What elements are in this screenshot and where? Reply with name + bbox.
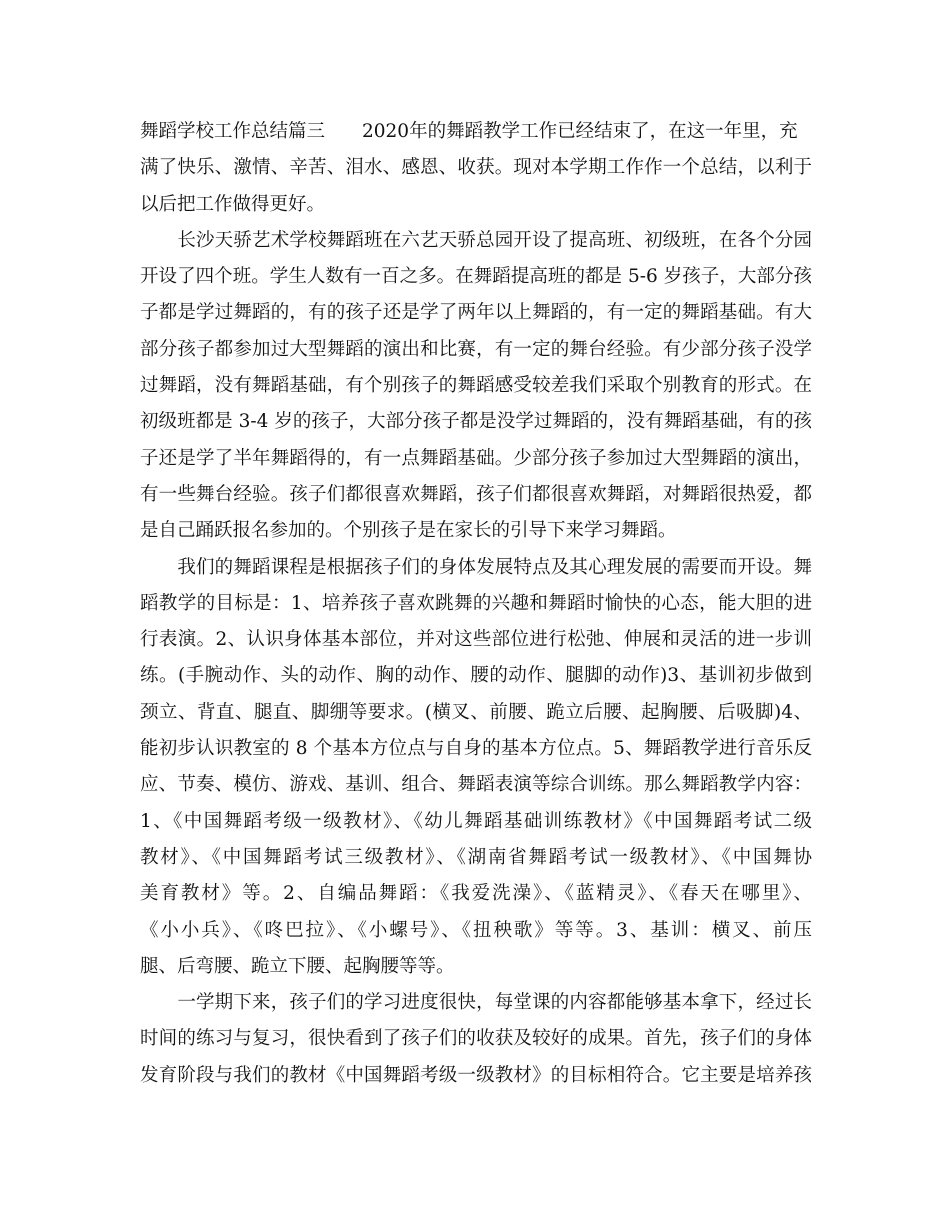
text-line: 是自己踊跃报名参加的。个别孩子是在家长的引导下来学习舞蹈。 xyxy=(140,520,677,542)
text-line: 教材》、《中国舞蹈考试三级教材》、《湖南省舞蹈考试一级教材》、《中国舞协 xyxy=(140,846,812,868)
text-line: 舞蹈学校工作总结篇三 2020年的舞蹈教学工作已经结束了，在这一年里，充 xyxy=(140,121,798,142)
text-line: 颈立、背直、腿直、脚绷等要求。(横叉、前腰、跪立后腰、起胸腰、后吸脚)4、 xyxy=(140,701,812,723)
text-line: 应、节奏、模仿、游戏、基训、组合、舞蹈表演等综合训练。那么舞蹈教学内容： xyxy=(140,774,812,796)
text-line: 开设了四个班。学生人数有一百之多。在舞蹈提高班的都是 5-6 岁孩子，大部分孩 xyxy=(140,266,812,288)
text-line: 有一些舞台经验。孩子们都很喜欢舞蹈，孩子们都很喜欢舞蹈，对舞蹈很热爱，都 xyxy=(140,483,812,505)
text-line: 以后把工作做得更好。 xyxy=(140,193,326,215)
text-line: 美育教材》等。2、自编品舞蹈：《我爱洗澡》、《蓝精灵》、《春天在哪里》、 xyxy=(140,883,812,905)
text-line: 《小小兵》、《咚巴拉》、《小螺号》、《扭秧歌》等等。3、基训：横叉、前压 xyxy=(140,919,812,941)
text-line: 长沙天骄艺术学校舞蹈班在六艺天骄总园开设了提高班、初级班，在各个分园 xyxy=(140,229,812,251)
text-line: 满了快乐、激情、辛苦、泪水、感恩、收获。现对本学期工作作一个总结，以利于 xyxy=(140,157,812,179)
text-line: 腿、后弯腰、跪立下腰、起胸腰等等。 xyxy=(140,955,455,977)
text-line: 子都是学过舞蹈的，有的孩子还是学了两年以上舞蹈的，有一定的舞蹈基础。有大 xyxy=(140,302,812,324)
text-line: 子还是学了半年舞蹈得的，有一点舞蹈基础。少部分孩子参加过大型舞蹈的演出， xyxy=(140,447,812,469)
text-line: 我们的舞蹈课程是根据孩子们的身体发展特点及其心理发展的需要而开设。舞 xyxy=(140,556,812,578)
text-line: 初级班都是 3-4 岁的孩子，大部分孩子都是没学过舞蹈的，没有舞蹈基础，有的孩 xyxy=(140,411,812,433)
text-line: 1、《中国舞蹈考级一级教材》、《幼儿舞蹈基础训练教材》《中国舞蹈考试二级 xyxy=(140,810,812,832)
text-line: 部分孩子都参加过大型舞蹈的演出和比赛，有一定的舞台经验。有少部分孩子没学 xyxy=(140,338,812,360)
text-line: 练。(手腕动作、头的动作、胸的动作、腰的动作、腿脚的动作)3、基训初步做到 xyxy=(140,665,812,687)
text-line: 发育阶段与我们的教材《中国舞蹈考级一级教材》的目标相符合。它主要是培养孩 xyxy=(140,1064,812,1086)
text-line: 时间的练习与复习，很快看到了孩子们的收获及较好的成果。首先，孩子们的身体 xyxy=(140,1028,812,1050)
text-line: 蹈教学的目标是：1、培养孩子喜欢跳舞的兴趣和舞蹈时愉快的心态，能大胆的进 xyxy=(140,592,812,614)
text-line: 过舞蹈，没有舞蹈基础，有个别孩子的舞蹈感受较差我们采取个别教育的形式。在 xyxy=(140,375,812,397)
text-line: 一学期下来，孩子们的学习进度很快，每堂课的内容都能够基本拿下，经过长 xyxy=(140,992,812,1014)
text-line: 能初步认识教室的 8 个基本方位点与自身的基本方位点。5、舞蹈教学进行音乐反 xyxy=(140,738,812,760)
document-page xyxy=(140,114,812,1094)
text-line: 行表演。2、认识身体基本部位，并对这些部位进行松弛、伸展和灵活的进一步训 xyxy=(140,629,812,651)
